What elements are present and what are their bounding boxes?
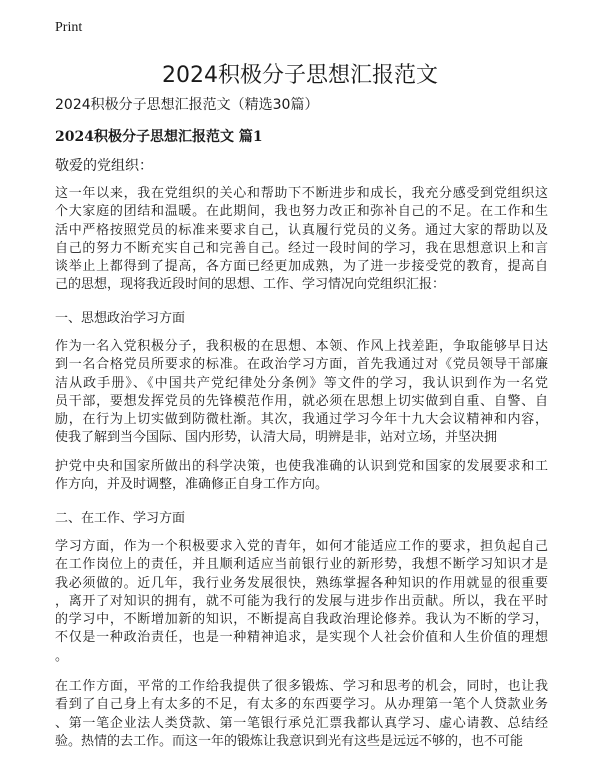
text-line: 验。热情的去工作。而这一年的锻炼让我意识到光有这些是远远不够的，也不可能 [55, 733, 524, 749]
text-line: 护党中央和国家所做出的科学决策，也使我准确的认识到党和国家的发展要求和工 [55, 459, 548, 474]
paragraph-1 [55, 185, 548, 295]
text-line: 自己的努力不断充实自己和完善自己。经过一段时间的学习，我在思想意识上和言 [55, 240, 548, 256]
text-line: 洁从政手册》、《中国共产党纪律处分条例》等文件的学习，我认识到作为一名党 [55, 375, 548, 391]
text-line: 在工作岗位上的责任，并且顺利适应当前银行业的新形势，我想不断学习知识才是 [55, 557, 548, 573]
text-line: 的学习中，不断增加新的知识，不断提高自我政治理论修养。我认为不断的学习， [55, 612, 548, 628]
text-line: 己的思想，现将我近段时间的思想、工作、学习情况向党组织汇报： [55, 277, 446, 293]
paragraph-3 [55, 458, 548, 495]
text-line: 不仅是一种政治责任，也是一种精神追求，是实现个人社会价值和人生价值的理想 [55, 630, 548, 646]
text-line: 谈举止上都得到了提高，各方面已经更加成熟，为了进一步接受党的教育，提高自 [55, 259, 548, 275]
text-line: 使我了解到当今国际、国内形势，认清大局，明辨是非，站对立场，并坚决拥 [55, 430, 498, 446]
text-line: 作方向，并及时调整，准确修正自身工作方向。 [55, 477, 329, 493]
text-line: 个大家庭的团结和温暖。在此期间，我也努力改正和弥补自己的不足。在工作和生 [55, 204, 548, 220]
text-line: ，离开了对知识的拥有，就不可能为我行的发展与进步作出贡献。所以，我在平时 [55, 593, 548, 609]
article-heading: 2024积极分子思想汇报范文 篇1 [55, 129, 263, 145]
text-line: 这一年以来，我在党组织的关心和帮助下不断进步和成长，我充分感受到党组织这 [55, 186, 548, 201]
text-line: 。 [55, 648, 69, 664]
text-line: 活中严格按照党员的标准来要求自己，认真履行党员的义务。通过大家的帮助以及 [55, 222, 548, 238]
print-label: Print [55, 20, 83, 35]
text-line: 、第一笔企业法人类贷款、第一笔银行承兑汇票我都认真学习、虚心请教、总结经 [55, 715, 548, 731]
text-line: 励，在行为上切实做到防微杜渐。其次，我通过学习今年十九大会议精神和内容， [55, 412, 548, 428]
text-line: 学习方面，作为一个积极要求入党的青年，如何才能适应工作的要求，担负起自己 [55, 539, 548, 554]
text-line: 看到了自己身上有太多的不足，有太多的东西要学习。从办理第一笔个人贷款业务 [55, 697, 548, 713]
section-heading-2: 二、在工作、学习方面 [55, 511, 186, 526]
section-heading-1: 一、思想政治学习方面 [55, 311, 186, 326]
document-subtitle: 2024积极分子思想汇报范文（精选30篇） [55, 97, 319, 113]
text-line: 员干部，要想发挥党员的先锋模范作用，就必须在思想上切实做到自重、自警、自 [55, 393, 548, 409]
text-line: 到一名合格党员所要求的标准。在政治学习方面，首先我通过对《党员领导干部廉 [55, 357, 548, 373]
document-title: 2024积极分子思想汇报范文 [162, 63, 438, 88]
greeting: 敬爱的党组织： [55, 158, 153, 174]
paragraph-2 [55, 338, 548, 448]
text-line: 作为一名入党积极分子，我积极的在思想、本领、作风上找差距，争取能够早日达 [55, 339, 548, 354]
text-line: 在工作方面，平常的工作给我提供了很多锻炼、学习和思考的机会，同时，也让我 [55, 679, 548, 694]
paragraph-4 [55, 538, 548, 666]
paragraph-5 [55, 678, 548, 751]
text-line: 我必须做的。近几年，我行业务发展很快，熟练掌握各种知识的作用就显的很重要 [55, 575, 548, 591]
